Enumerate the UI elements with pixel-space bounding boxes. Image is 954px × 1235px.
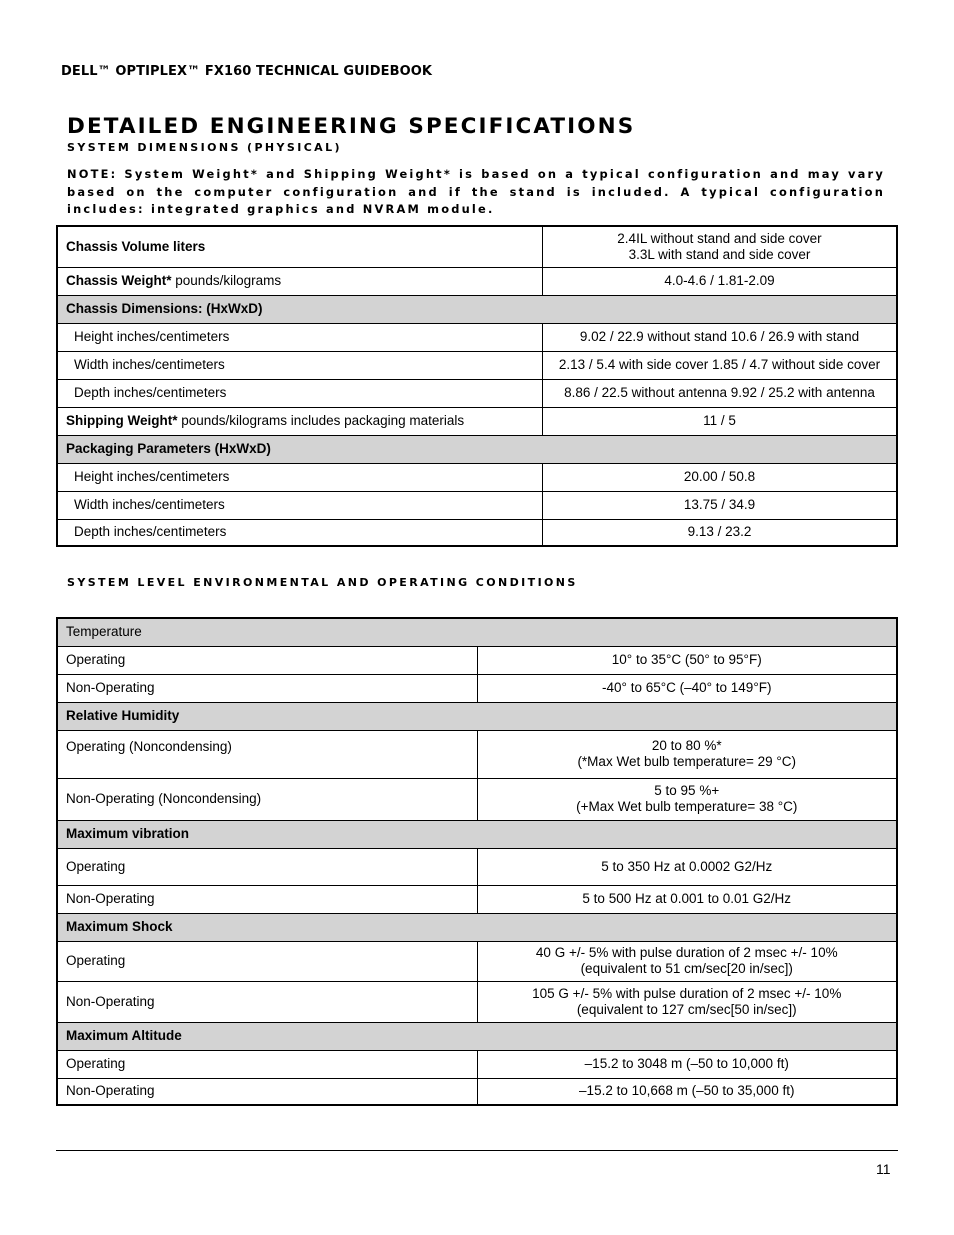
group-heading: Relative Humidity	[57, 702, 897, 730]
row-label: Operating (Noncondensing)	[57, 730, 477, 778]
section-heading-environment: SYSTEM LEVEL ENVIRONMENTAL AND OPERATING CONDITIONS	[67, 576, 578, 589]
group-heading: Chassis Dimensions: (HxWxD)	[57, 295, 897, 323]
row-value: 10° to 35°C (50° to 95°F)	[477, 646, 897, 674]
group-header-row	[57, 913, 897, 941]
table-row	[57, 981, 897, 1022]
row-value: 20.00 / 50.8	[543, 463, 898, 491]
value-line: 3.3L with stand and side cover	[628, 246, 811, 262]
table-row	[57, 379, 897, 407]
row-label: Operating	[57, 646, 477, 674]
row-label: Operating	[57, 848, 477, 885]
group-header-row	[57, 618, 897, 646]
table-row	[57, 267, 897, 295]
row-label: Depth inches/centimeters	[57, 519, 543, 546]
row-value: 13.75 / 34.9	[543, 491, 898, 519]
value-line: 5 to 95 %+	[654, 783, 720, 798]
table-row	[57, 730, 897, 778]
table-row	[57, 778, 897, 820]
value-line: 2.4IL without stand and side cover	[617, 230, 822, 246]
row-value: –15.2 to 3048 m (–50 to 10,000 ft)	[477, 1050, 897, 1078]
row-value	[477, 981, 897, 1022]
page-number: 11	[876, 1161, 891, 1177]
value-line: 105 G +/- 5% with pulse duration of 2 msec +/- 10%	[532, 985, 842, 1001]
table-row	[57, 941, 897, 981]
table-row	[57, 463, 897, 491]
table-row	[57, 226, 897, 267]
value-line: (equivalent to 51 cm/sec[20 in/sec])	[580, 961, 793, 976]
row-label: Non-Operating (Noncondensing)	[57, 778, 477, 820]
value-line: 40 G +/- 5% with pulse duration of 2 msec +/- 10%	[535, 945, 838, 960]
row-label: Operating	[57, 941, 477, 981]
section-heading-dimensions: SYSTEM DIMENSIONS (PHYSICAL)	[67, 141, 342, 154]
row-value: –15.2 to 10,668 m (–50 to 35,000 ft)	[477, 1078, 897, 1105]
label-rest: pounds/kilograms includes packaging materials	[177, 413, 465, 428]
row-label	[57, 407, 543, 435]
row-value: -40° to 65°C (–40° to 149°F)	[477, 674, 897, 702]
row-value: 2.13 / 5.4 with side cover 1.85 / 4.7 without side cover	[543, 351, 898, 379]
row-value: 5 to 350 Hz at 0.0002 G2/Hz	[477, 848, 897, 885]
row-label: Non-Operating	[57, 1078, 477, 1105]
group-header-row	[57, 702, 897, 730]
row-label: Non-Operating	[57, 674, 477, 702]
value-line: 20 to 80 %*	[651, 738, 722, 753]
table-row	[57, 323, 897, 351]
group-heading: Maximum Altitude	[57, 1022, 897, 1050]
row-value: 8.86 / 22.5 without antenna 9.92 / 25.2 with antenna	[543, 379, 898, 407]
group-header-row	[57, 1022, 897, 1050]
row-label: Height inches/centimeters	[57, 323, 543, 351]
table-row	[57, 407, 897, 435]
note-paragraph: NOTE: System Weight* and Shipping Weight* is based on a typical configuration and may vary based on the computer configuration and if the stand is included. A typical configuration includes: integrated graphics and NVRAM module.	[67, 167, 885, 216]
table-row	[57, 848, 897, 885]
label-bold: Chassis Weight*	[66, 273, 172, 288]
row-label: Operating	[57, 1050, 477, 1078]
table-row	[57, 1050, 897, 1078]
group-header-row	[57, 295, 897, 323]
dimensions-table	[56, 225, 898, 547]
row-label: Depth inches/centimeters	[57, 379, 543, 407]
table-row	[57, 351, 897, 379]
table-row	[57, 674, 897, 702]
group-heading: Maximum Shock	[57, 913, 897, 941]
row-label	[57, 267, 543, 295]
row-label: Non-Operating	[57, 885, 477, 913]
row-value: 5 to 500 Hz at 0.001 to 0.01 G2/Hz	[477, 885, 897, 913]
value-line: (equivalent to 127 cm/sec[50 in/sec])	[576, 1001, 797, 1017]
row-value	[477, 941, 897, 981]
row-value	[477, 778, 897, 820]
row-value: 11 / 5	[543, 407, 898, 435]
row-label: Non-Operating	[57, 981, 477, 1022]
label-rest: pounds/kilograms	[171, 273, 282, 288]
group-header-row	[57, 820, 897, 848]
group-heading: Temperature	[57, 618, 897, 646]
row-value: 4.0-4.6 / 1.81-2.09	[543, 267, 898, 295]
row-value	[543, 226, 898, 267]
environment-table	[56, 617, 898, 1106]
page-title: DETAILED ENGINEERING SPECIFICATIONS	[67, 114, 636, 139]
table-row	[57, 646, 897, 674]
row-label: Chassis Volume liters	[57, 226, 543, 267]
running-header: DELL™ OPTIPLEX™ FX160 TECHNICAL GUIDEBOOK	[61, 64, 433, 79]
label-bold: Shipping Weight*	[66, 413, 178, 428]
footer-divider	[56, 1150, 898, 1151]
row-label: Width inches/centimeters	[57, 491, 543, 519]
row-label: Width inches/centimeters	[57, 351, 543, 379]
row-label: Height inches/centimeters	[57, 463, 543, 491]
row-value: 9.02 / 22.9 without stand 10.6 / 26.9 with stand	[543, 323, 898, 351]
table-row	[57, 491, 897, 519]
group-heading: Packaging Parameters (HxWxD)	[57, 435, 897, 463]
row-value: 9.13 / 23.2	[543, 519, 898, 546]
row-value	[477, 730, 897, 778]
table-row	[57, 519, 897, 546]
table-row	[57, 885, 897, 913]
value-line: (*Max Wet bulb temperature= 29 °C)	[577, 754, 797, 769]
table-row	[57, 1078, 897, 1105]
group-heading: Maximum vibration	[57, 820, 897, 848]
group-header-row	[57, 435, 897, 463]
value-line: (+Max Wet bulb temperature= 38 °C)	[576, 799, 798, 814]
